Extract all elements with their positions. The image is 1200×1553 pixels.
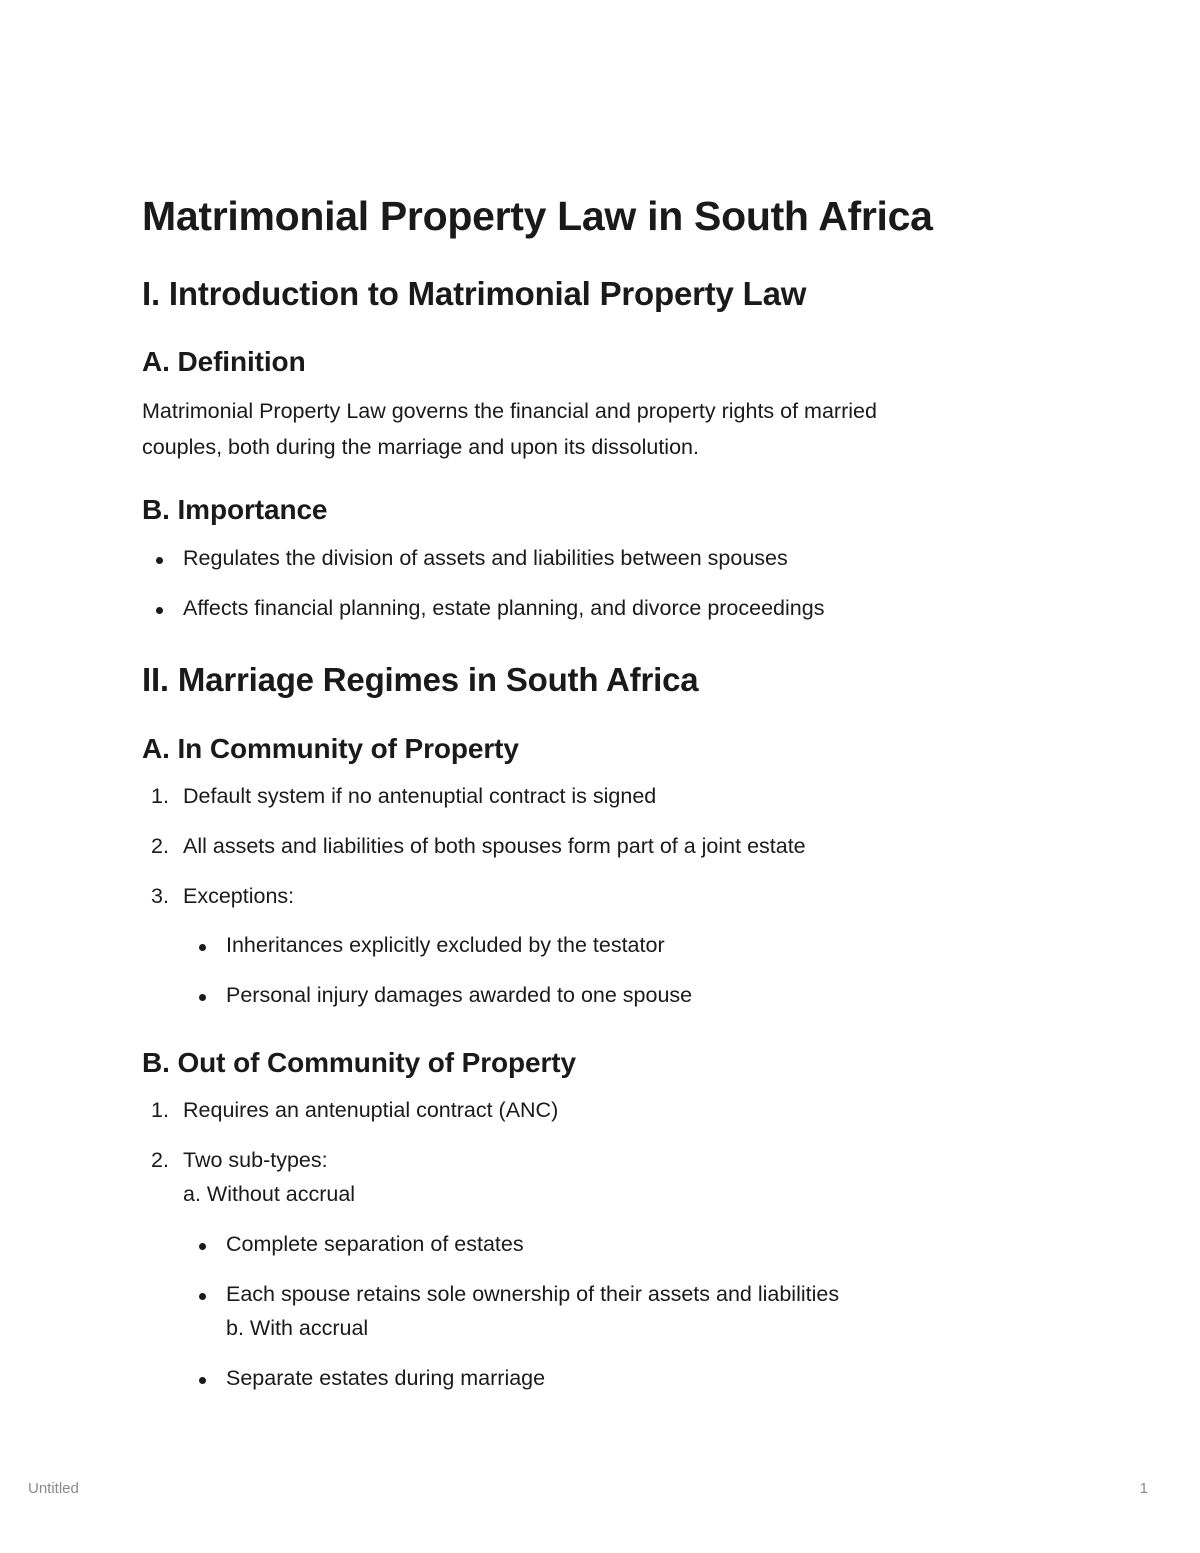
numbered-item (142, 1092, 1042, 1128)
item-number: 2. (151, 1148, 169, 1172)
document-page (142, 190, 1042, 1396)
footer-document-name: Untitled (28, 1480, 79, 1497)
subheading-out-of-community: B. Out of Community of Property (142, 1047, 577, 1078)
list-item-text: Separate estates during marriage (226, 1366, 546, 1390)
bullet-icon (156, 557, 163, 564)
out-of-community-list (142, 1092, 1042, 1396)
bullet-icon (156, 607, 163, 614)
subheading-definition: A. Definition (142, 346, 306, 377)
numbered-item-text: Default system if no antenuptial contract is signed (183, 784, 657, 808)
numbered-item-text: Two sub-types: (183, 1148, 328, 1172)
list-item (142, 927, 1042, 963)
section-heading-marriage-regimes: II. Marriage Regimes in South Africa (142, 661, 699, 698)
in-community-list (142, 778, 1042, 1013)
subtype-label-without-accrual: a. Without accrual (183, 1182, 356, 1206)
bullet-icon (199, 994, 206, 1001)
bullet-icon (199, 944, 206, 951)
importance-list (142, 540, 1042, 626)
definition-paragraph (142, 393, 1042, 465)
list-item (142, 540, 1042, 576)
numbered-item (142, 778, 1042, 814)
list-item (142, 1276, 1042, 1346)
bullet-icon (199, 1243, 206, 1250)
list-item (142, 1360, 1042, 1396)
document-title: Matrimonial Property Law in South Africa (142, 193, 933, 239)
numbered-item (142, 1142, 1042, 1212)
list-item (142, 1226, 1042, 1262)
list-item-text: Regulates the division of assets and liabilities between spouses (183, 546, 788, 570)
item-number: 3. (151, 884, 169, 908)
item-number: 1. (151, 1098, 169, 1122)
numbered-item-text: Exceptions: (183, 884, 295, 908)
item-number: 1. (151, 784, 169, 808)
definition-line-1: Matrimonial Property Law governs the financial and property rights of married (142, 399, 877, 423)
list-item (142, 977, 1042, 1013)
subtype-label-with-accrual: b. With accrual (226, 1316, 369, 1340)
list-item-text: Affects financial planning, estate planning, and divorce proceedings (183, 596, 825, 620)
list-item-text: Personal injury damages awarded to one spouse (226, 983, 693, 1007)
list-item-text: Each spouse retains sole ownership of their assets and liabilities (226, 1282, 840, 1306)
item-number: 2. (151, 834, 169, 858)
bullet-icon (199, 1377, 206, 1384)
bullet-icon (199, 1293, 206, 1300)
numbered-item (142, 878, 1042, 914)
list-item-text: Complete separation of estates (226, 1232, 524, 1256)
numbered-item-text: All assets and liabilities of both spouses form part of a joint estate (183, 834, 806, 858)
subheading-importance: B. Importance (142, 494, 328, 525)
section-heading-introduction: I. Introduction to Matrimonial Property Law (142, 275, 807, 312)
definition-line-2: couples, both during the marriage and upon its dissolution. (142, 435, 699, 459)
numbered-item-text: Requires an antenuptial contract (ANC) (183, 1098, 559, 1122)
footer-page-number: 1 (1139, 1480, 1148, 1497)
subheading-in-community: A. In Community of Property (142, 733, 519, 764)
list-item (142, 590, 1042, 626)
numbered-item (142, 828, 1042, 864)
list-item-text: Inheritances explicitly excluded by the testator (226, 933, 665, 957)
